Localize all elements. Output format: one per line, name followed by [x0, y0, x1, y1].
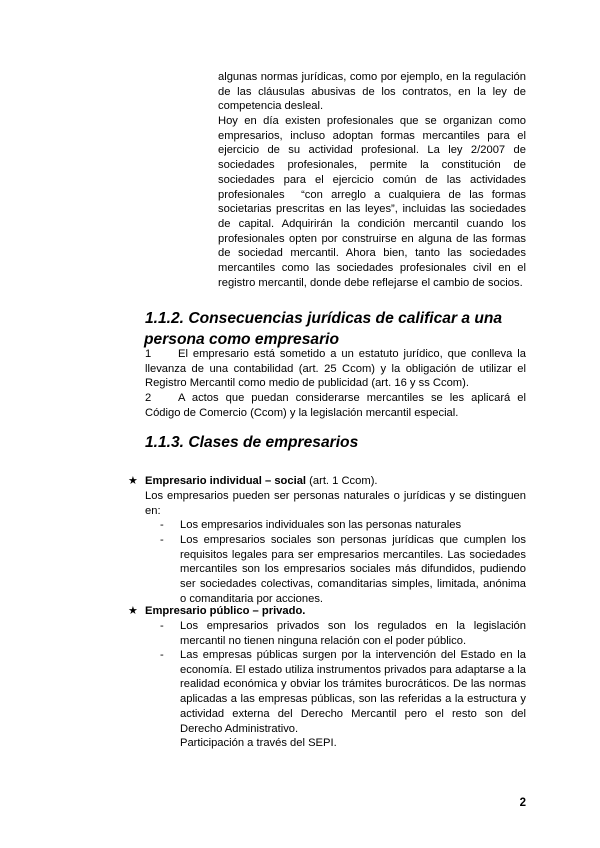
list-item	[160, 533, 526, 607]
numbered-item-1	[145, 347, 526, 391]
list-item-text: Los empresarios privados son los regulados en la legislación mercantil no tienen ninguna relación con el poder público.	[180, 620, 526, 647]
item-text: A actos que puedan considerarse mercantiles se les aplicará el Código de Comercio (Ccom) y la legislación mercantil especial.	[145, 392, 526, 419]
section-heading-line1: 1.1.2. Consecuencias jurídicas de calificar a una	[145, 310, 503, 327]
list-item-text: Las empresas públicas surgen por la intervención del Estado en la economía. El estado utiliza instrumentos privados para adaptarse a la realidad económica y obviar los trámites burocráticos. De las normas aplicadas a las empresas públicas, son las referidas a la estructura y actividad externa del Derecho Mercantil pero el resto son del Derecho Administrativo.	[180, 649, 526, 735]
bullet-individual-social	[128, 474, 526, 489]
list-item	[160, 648, 526, 736]
section-heading-line2: persona como empresario	[144, 331, 339, 348]
sepi-note: Participación a través del SEPI.	[180, 737, 337, 749]
bullet-title: Empresario público – privado.	[145, 605, 306, 617]
star-icon: ★	[128, 475, 138, 487]
section-heading-1-1-2	[145, 308, 526, 350]
list-item-text: Los empresarios individuales son las personas naturales	[180, 519, 462, 531]
paragraph-competencia: algunas normas jurídicas, como por ejemplo, en la regulación de las cláusulas abusivas de los contratos, en la ley de competencia desleal.	[218, 71, 526, 113]
dash-marker: -	[160, 649, 164, 661]
bullet-ref: (art. 1 Ccom).	[306, 475, 378, 487]
item-number: 2	[145, 392, 152, 404]
item-number: 1	[145, 348, 152, 360]
list-item-text: Los empresarios sociales son personas jurídicas que cumplen los requisitos legales para ser empresarios mercantiles. Las sociedades mercantiles son los empresarios sociales más difundidos, pudiendo ser sociedades colectivas, comanditarias simples, limitada, anónima o comanditaria por acciones.	[180, 534, 526, 605]
bullet-intro: Los empresarios pueden ser personas naturales o jurídicas y se distinguen en:	[145, 490, 526, 517]
section-heading-1-1-3: 1.1.3. Clases de empresarios	[145, 434, 359, 451]
star-icon: ★	[128, 605, 138, 617]
numbered-item-2	[145, 391, 526, 420]
list-item	[160, 619, 526, 648]
dash-marker: -	[160, 534, 164, 546]
bullet-publico-privado	[128, 604, 526, 619]
item-text: El empresario está sometido a un estatuto jurídico, que conlleva la llevanza de una contabilidad (art. 25 Ccom) y la obligación de utilizar el Registro Mercantil como medio de publicidad (art. 16 y ss Ccom).	[145, 348, 526, 390]
paragraph-profesionales: Hoy en día existen profesionales que se organizan como empresarios, incluso adoptan formas mercantiles para el ejercicio de su actividad profesional. La ley 2/2007 de sociedades profesionales, permite la constitución de sociedades para el ejercicio común de las actividades profesionales “con arreglo a cualquiera de las formas societarias prescritas en las leyes”, incluidas las sociedades de capital. Adquirirán la condición mercantil cuando los profesionales opten por construirse en alguna de las formas de sociedad mercantil. Ahora bien, tanto las sociedades mercantiles como las sociedades profesionales civil en el registro mercantil, donde debe reflejarse el cambio de socios.	[218, 115, 526, 289]
dash-marker: -	[160, 620, 164, 632]
dash-marker: -	[160, 519, 164, 531]
list-item	[160, 518, 526, 533]
page-number: 2	[519, 797, 526, 809]
bullet-title: Empresario individual – social	[145, 475, 307, 487]
